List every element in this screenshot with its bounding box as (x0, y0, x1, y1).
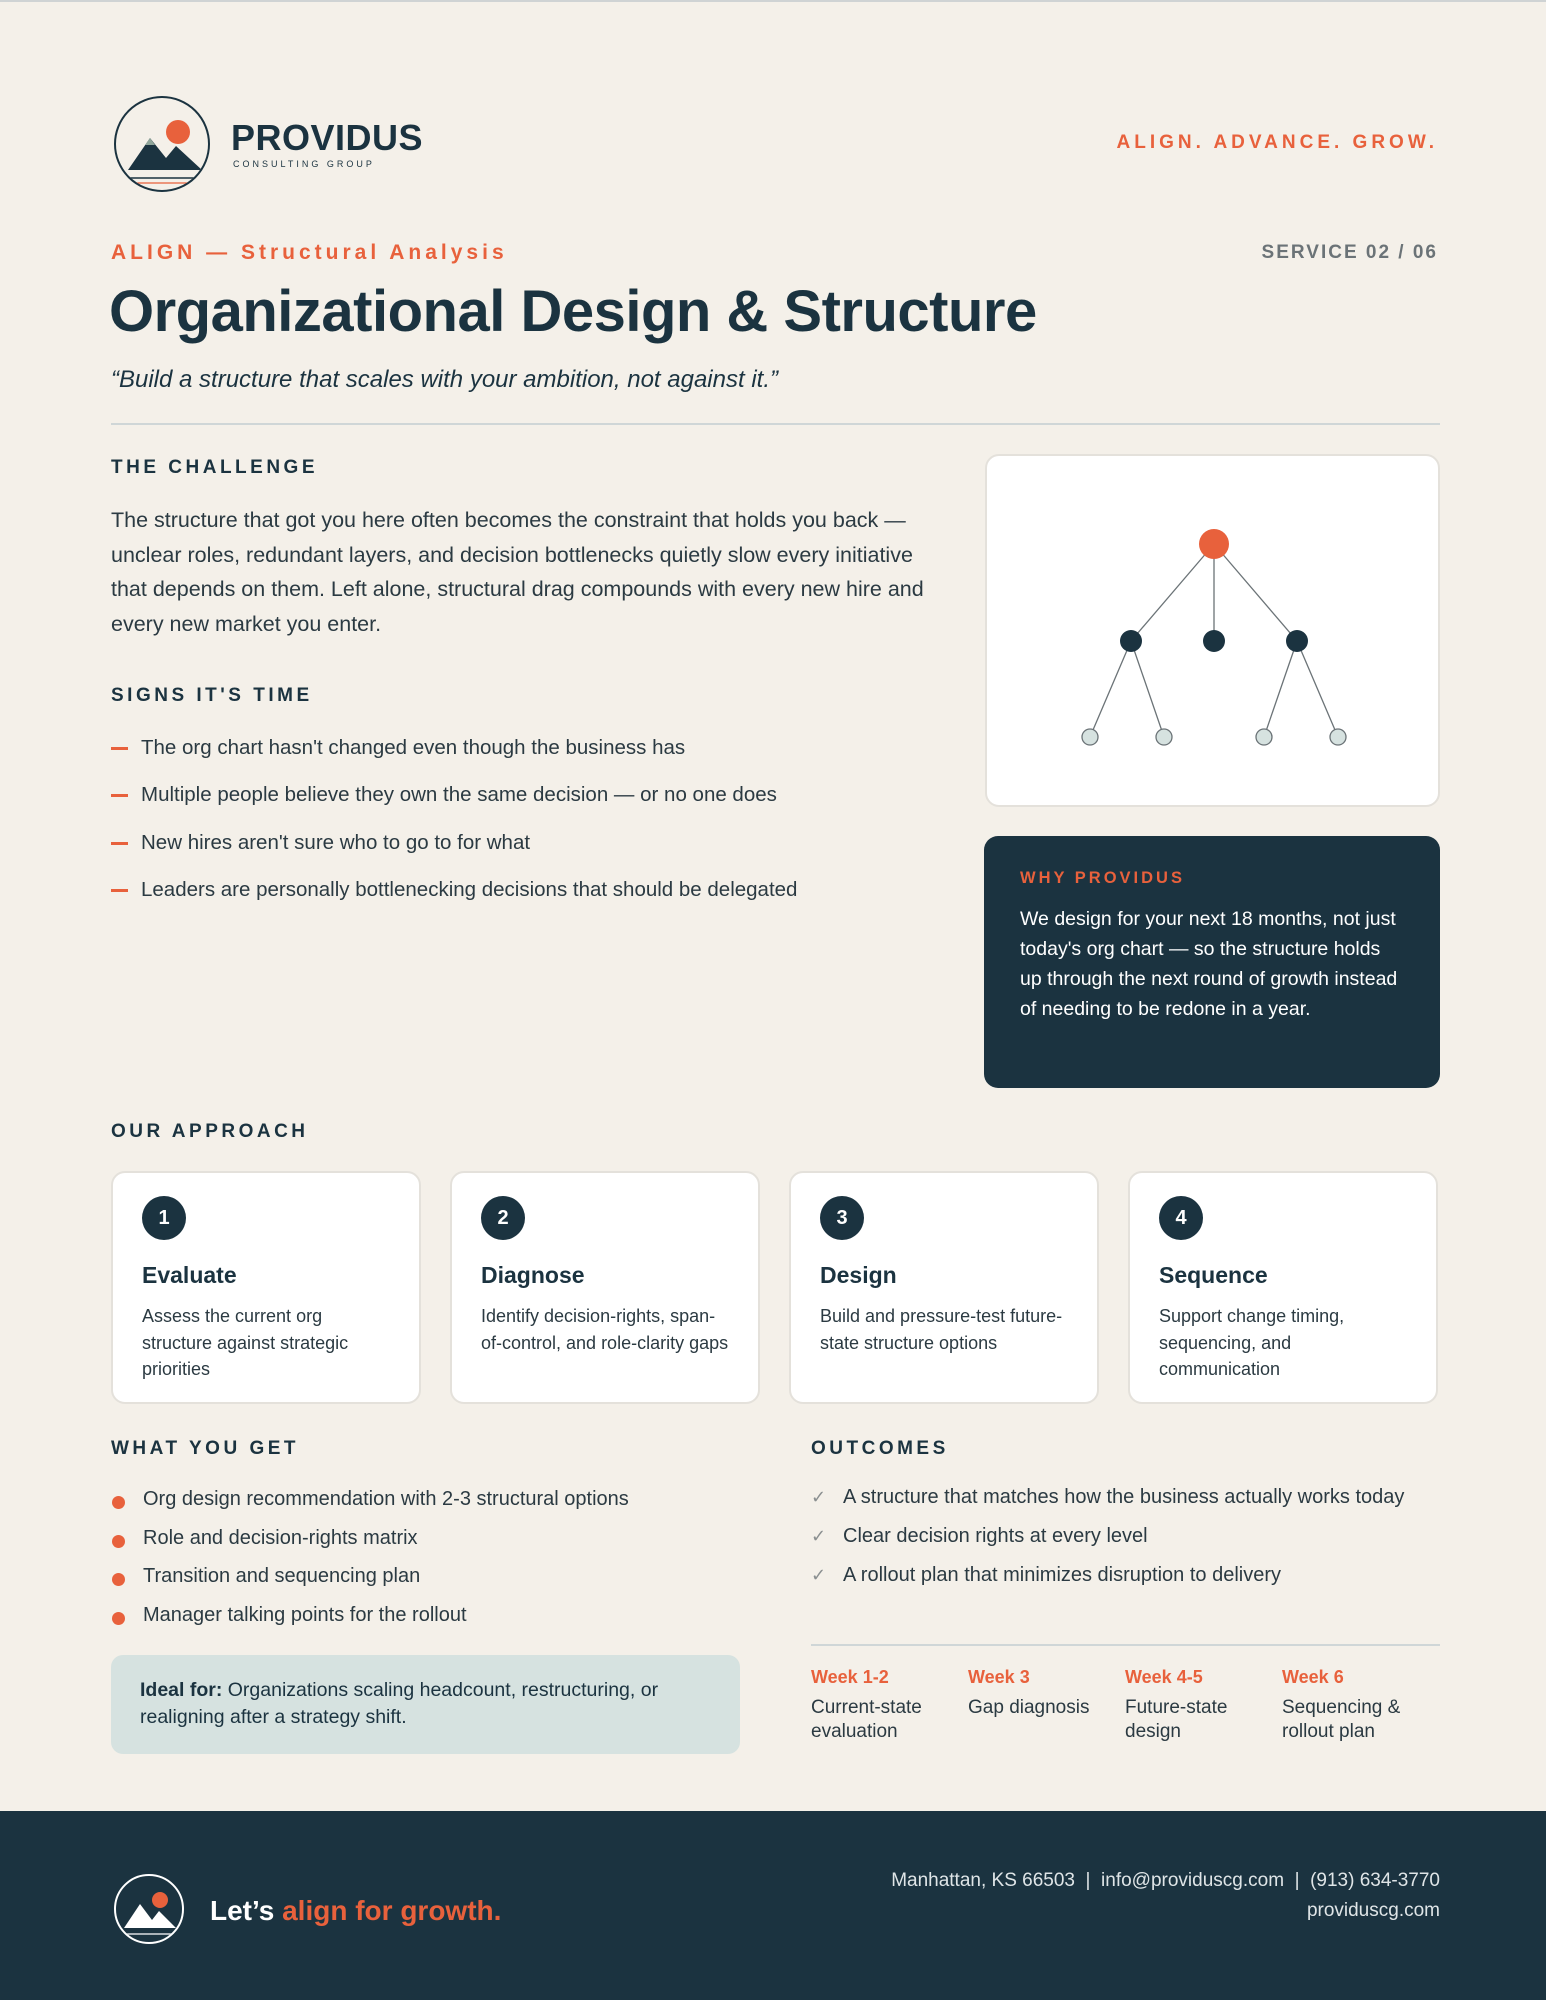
challenge-text: The structure that got you here often becomes the constraint that holds you back — unclear roles, redundant layers, and decision bottlenecks quietly slow every initiative that depends on them. Left alone, structural drag compounds with every new hire and every new market you enter. (111, 508, 924, 636)
list-item (111, 828, 797, 875)
list-item (111, 780, 797, 827)
timeline-divider (811, 1644, 1440, 1646)
step-number-badge: 3 (820, 1196, 864, 1240)
approach-step-card (111, 1171, 421, 1404)
list-item (111, 1600, 629, 1639)
signs-heading: SIGNS IT'S TIME (111, 685, 313, 706)
timeline-week: Week 1-2 (811, 1667, 889, 1687)
approach-step-card (789, 1171, 1099, 1404)
outcome-text: Clear decision rights at every level (843, 1525, 1148, 1547)
timeline-week: Week 4-5 (1125, 1667, 1203, 1687)
signs-list (111, 733, 797, 922)
contact-line[interactable]: Manhattan, KS 66503 | info@providuscg.com | (913) 634-3770 (891, 1870, 1440, 1891)
top-border (0, 0, 1546, 2)
divider (111, 423, 1440, 425)
timeline-desc: Sequencing & rollout plan (1282, 1697, 1401, 1742)
bullet-dot-icon (112, 1612, 125, 1625)
step-title: Sequence (1159, 1262, 1268, 1288)
ideal-text: Organizations scaling headcount, restructuring, or realigning after a strategy shift. (140, 1679, 659, 1728)
sign-text: Multiple people believe they own the same decision — or no one does (141, 783, 777, 807)
why-heading: WHY PROVIDUS (1020, 869, 1185, 887)
step-number-badge: 1 (142, 1196, 186, 1240)
page-quote: “Build a structure that scales with your ambition, not against it.” (111, 366, 778, 393)
timeline-phase (1125, 1667, 1275, 1744)
timeline-desc: Current-state evaluation (811, 1697, 922, 1742)
brand-tagline: ALIGN. ADVANCE. GROW. (1116, 132, 1438, 153)
deliverables-heading: WHAT YOU GET (111, 1438, 300, 1459)
check-icon: ✓ (811, 1487, 827, 1507)
step-title: Evaluate (142, 1262, 237, 1288)
outcomes-list (811, 1484, 1431, 1601)
footer-logo-icon (114, 1874, 184, 1944)
challenge-heading: THE CHALLENGE (111, 457, 318, 478)
org-chart-card (985, 454, 1440, 807)
ideal-label: Ideal for: (140, 1679, 223, 1701)
dash-icon (111, 747, 128, 750)
mountain-sun-logo-icon (114, 96, 210, 192)
list-item (111, 1561, 629, 1600)
dash-icon (111, 889, 128, 892)
outcomes-heading: OUTCOMES (811, 1438, 949, 1459)
brand-name: PROVIDUS (231, 117, 424, 158)
bullet-dot-icon (112, 1535, 125, 1548)
step-description: Support change timing, sequencing, and communication (1159, 1306, 1345, 1379)
page-title: Organizational Design & Structure (109, 279, 1037, 344)
bullet-dot-icon (112, 1573, 125, 1586)
step-description: Identify decision-rights, span-of-control, and role-clarity gaps (481, 1306, 729, 1353)
step-title: Design (820, 1262, 897, 1288)
list-item (111, 1484, 629, 1523)
list-item (111, 733, 797, 780)
list-item (111, 875, 797, 922)
service-number: SERVICE 02 / 06 (1261, 242, 1438, 263)
deliverable-text: Org design recommendation with 2-3 structural options (143, 1488, 629, 1510)
timeline-week: Week 6 (1282, 1667, 1344, 1687)
timeline-phase (1282, 1667, 1432, 1744)
approach-step-card (450, 1171, 760, 1404)
why-providus-card (984, 836, 1440, 1088)
ideal-for-box (111, 1655, 740, 1754)
footer-contact (891, 1866, 1440, 1926)
step-number-badge: 2 (481, 1196, 525, 1240)
org-chart-tree-icon (987, 456, 1438, 805)
step-description: Build and pressure-test future-state structure options (820, 1306, 1063, 1353)
deliverable-text: Manager talking points for the rollout (143, 1604, 467, 1627)
website-link[interactable]: providuscg.com (1306, 1900, 1440, 1921)
check-icon: ✓ (811, 1565, 827, 1585)
outcome-text: A structure that matches how the business actually works today (843, 1486, 1405, 1508)
step-description: Assess the current org structure against strategic priorities (142, 1306, 349, 1379)
why-text: We design for your next 18 months, not just today's org chart — so the structure holds up through the next round of growth instead of needing to be redone in a year. (1020, 908, 1398, 1020)
service-eyebrow: ALIGN — Structural Analysis (111, 241, 508, 264)
timeline-phase (811, 1667, 961, 1744)
dash-icon (111, 794, 128, 797)
approach-heading: OUR APPROACH (111, 1121, 309, 1142)
timeline-phase (968, 1667, 1118, 1720)
timeline-desc: Gap diagnosis (968, 1697, 1090, 1718)
list-item (811, 1484, 1431, 1511)
check-icon: ✓ (811, 1526, 827, 1546)
cta-prefix: Let’s (210, 1895, 283, 1926)
footer-cta (210, 1895, 501, 1927)
list-item (811, 1523, 1431, 1550)
step-title: Diagnose (481, 1262, 585, 1288)
outcome-text: A rollout plan that minimizes disruption to delivery (843, 1564, 1281, 1586)
timeline-desc: Future-state design (1125, 1697, 1228, 1742)
brand-subtitle: CONSULTING GROUP (233, 159, 375, 169)
list-item (811, 1562, 1431, 1589)
approach-step-card (1128, 1171, 1438, 1404)
step-number-badge: 4 (1159, 1196, 1203, 1240)
deliverable-text: Transition and sequencing plan (143, 1565, 421, 1588)
sign-text: Leaders are personally bottlenecking decisions that should be delegated (141, 877, 798, 901)
deliverable-text: Role and decision-rights matrix (143, 1526, 418, 1549)
deliverables-list (111, 1484, 629, 1639)
sign-text: The org chart hasn't changed even though the business has (141, 736, 686, 759)
timeline-week: Week 3 (968, 1667, 1030, 1687)
sign-text: New hires aren't sure who to go to for what (141, 830, 531, 854)
dash-icon (111, 842, 128, 845)
list-item (111, 1523, 629, 1562)
cta-accent: align for growth. (282, 1895, 502, 1926)
bullet-dot-icon (112, 1496, 125, 1509)
